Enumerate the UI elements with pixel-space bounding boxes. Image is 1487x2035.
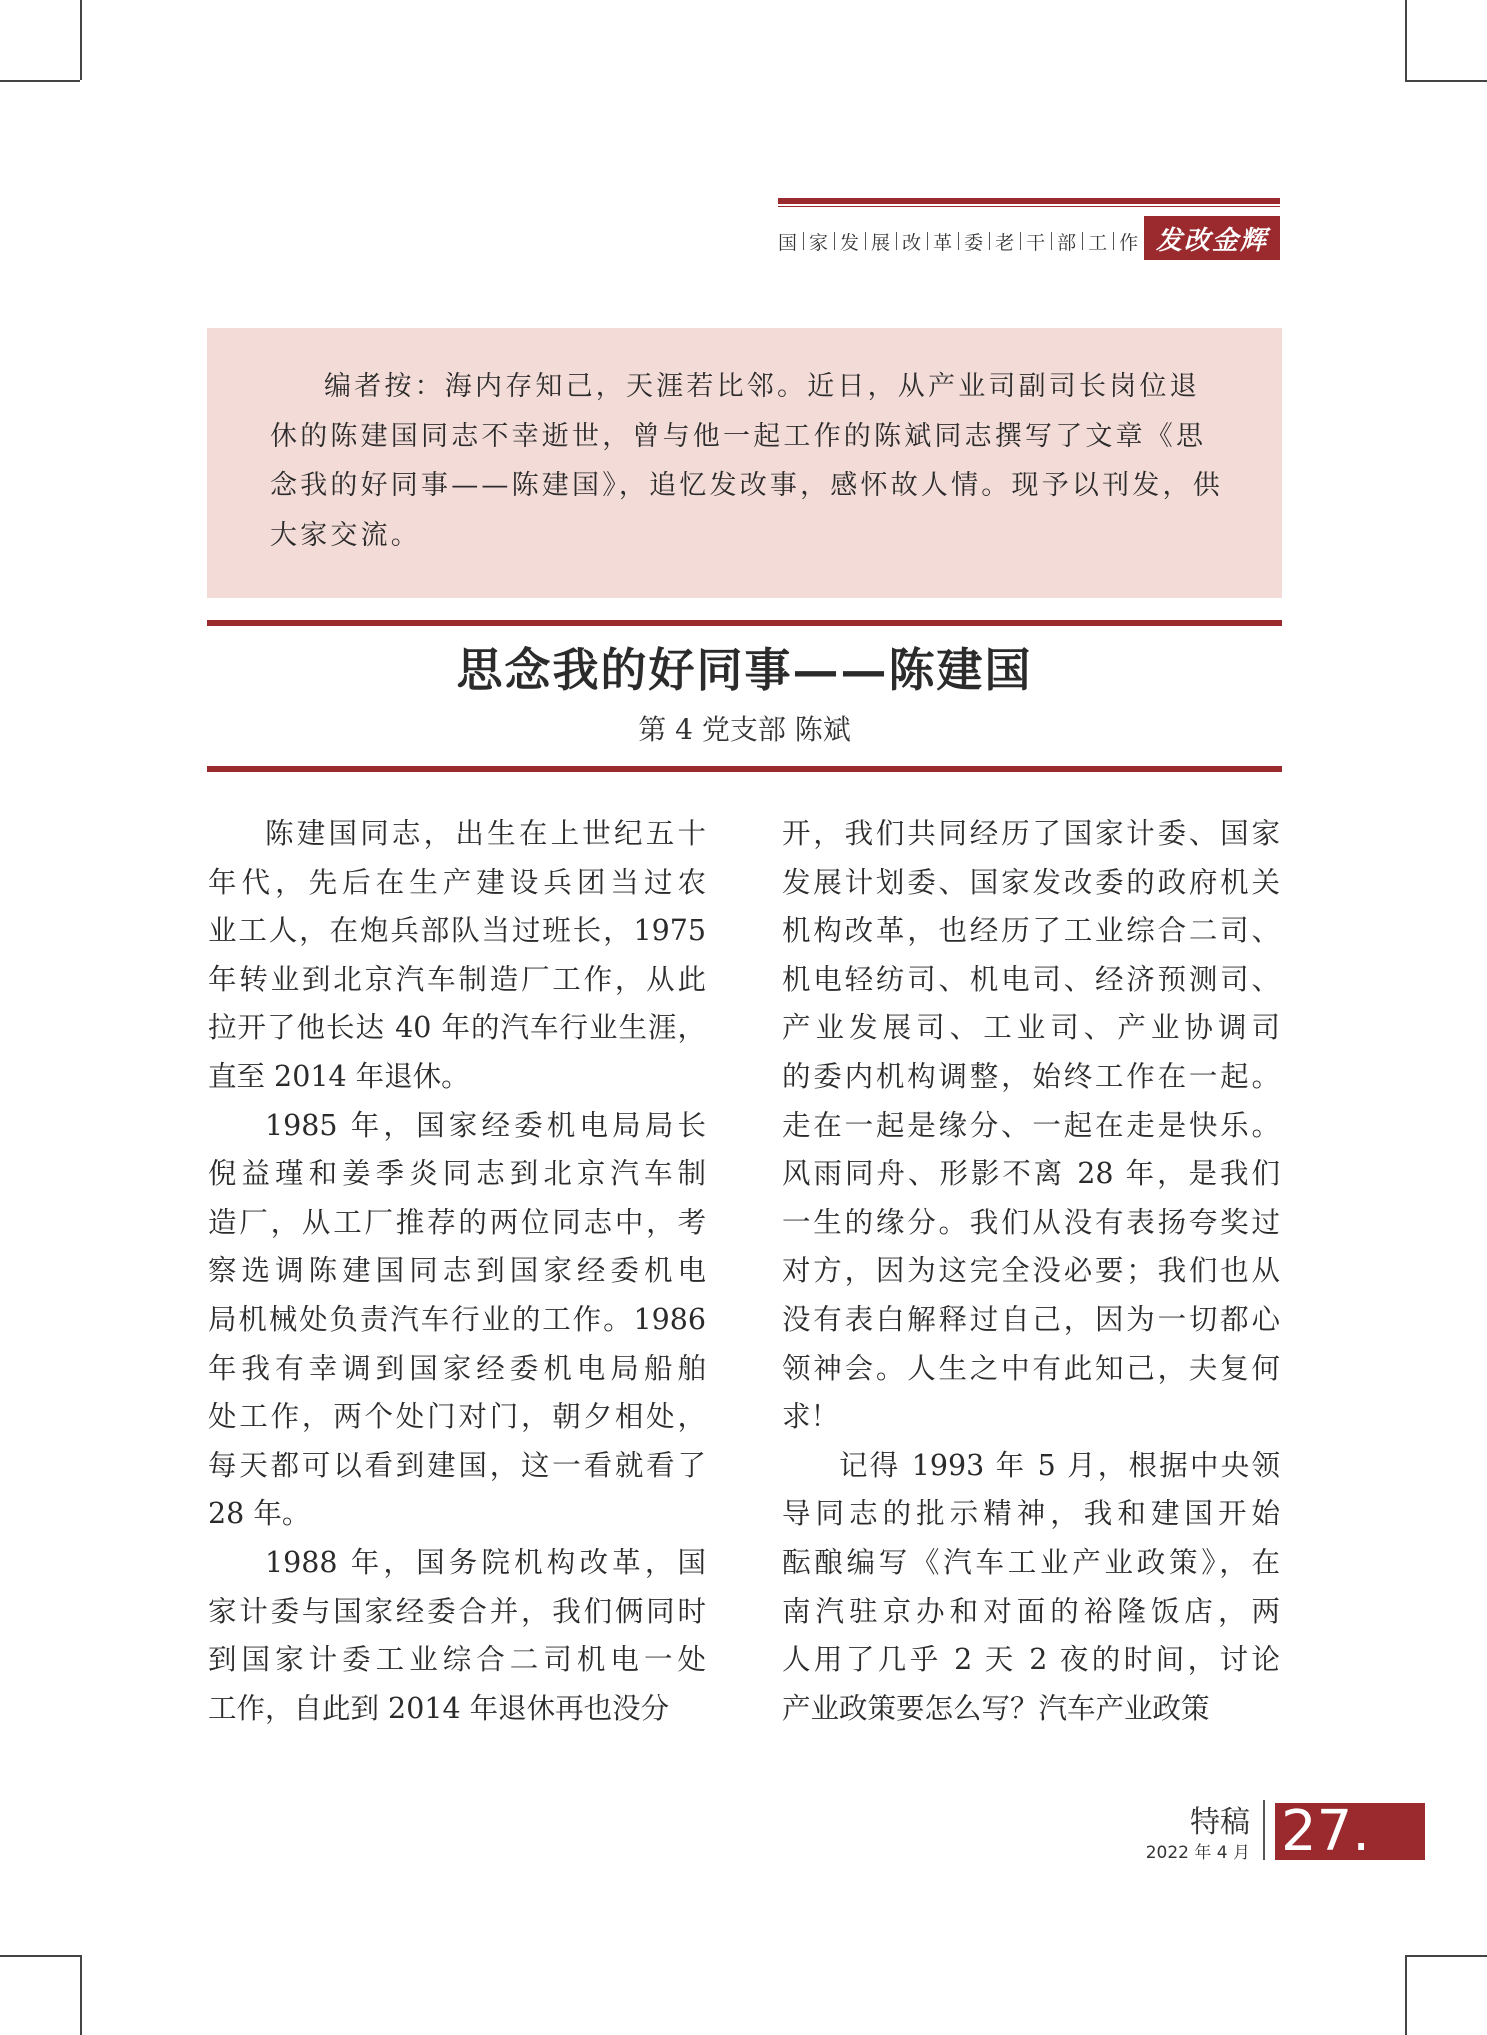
article-line: 开，我们共同经历了国家计委、国家 [782, 817, 1280, 850]
header-separator [1082, 232, 1083, 250]
article-line: 发展计划委、国家发改委的政府机关 [782, 865, 1280, 899]
article-line: 对方，因为这完全没必要；我们也从 [782, 1254, 1280, 1288]
article-paragraph [208, 1539, 706, 1733]
article-line: 局机械处负责汽车行业的工作。1986 [208, 1302, 706, 1336]
header-char: 作 [1119, 231, 1140, 254]
article-line: 倪益瑾和姜季炎同志到北京汽车制 [208, 1157, 706, 1191]
article-line: 陈建国同志，出生在上世纪五十 [265, 817, 706, 850]
header-char: 国 [778, 231, 799, 254]
crop-mark-tl-v2 [80, 0, 82, 62]
article-line: 南汽驻京办和对面的裕隆饭店，两 [782, 1594, 1280, 1628]
article-line: 28 年。 [208, 1497, 311, 1531]
brand-logo: 发改金辉 [1144, 216, 1280, 260]
article-line: 没有表白解释过自己，因为一切都心 [782, 1302, 1280, 1336]
article-line: 求！ [782, 1400, 840, 1434]
article-title: 思念我的好同事——陈建国 [456, 643, 1033, 697]
header-separator [834, 232, 835, 250]
article-line: 人用了几乎 2 天 2 夜的时间，讨论 [782, 1643, 1280, 1677]
article-column-right [782, 810, 1280, 1733]
header-separator [865, 232, 866, 250]
header-char: 展 [871, 231, 892, 254]
crop-mark-tr-v [1405, 0, 1407, 80]
article-paragraph [208, 1102, 706, 1539]
header-char: 部 [1057, 231, 1078, 254]
header-rule [778, 198, 1280, 204]
article-line: 年转业到北京汽车制造厂工作，从此 [208, 962, 706, 996]
article-line: 处工作，两个处门对门，朝夕相处， [208, 1400, 706, 1434]
header-separator [989, 232, 990, 250]
article-column-left [208, 810, 706, 1733]
article-line: 每天都可以看到建国，这一看就看了 [208, 1448, 706, 1482]
header-rule-thin [778, 206, 1280, 207]
header-char: 干 [1026, 231, 1047, 254]
header-org-name [778, 226, 1139, 256]
title-rule-top [207, 620, 1282, 626]
article-line: 1985 年，国家经委机电局局长 [265, 1108, 706, 1142]
article-line: 家计委与国家经委合并，我们俩同时 [208, 1594, 706, 1628]
article-line: 一生的缘分。我们从没有表扬夸奖过 [782, 1205, 1280, 1239]
header-char: 老 [995, 231, 1016, 254]
article-line: 机电轻纺司、机电司、经济预测司、 [782, 962, 1280, 996]
header-char: 改 [902, 231, 923, 254]
crop-mark-tl-h [0, 80, 80, 82]
header-separator [803, 232, 804, 250]
footer-divider [1263, 1800, 1265, 1860]
crop-mark-br-h [1405, 1955, 1487, 1957]
article-byline: 第 4 党支部 陈斌 [638, 713, 851, 746]
footer-issue-date: 2022 年 4 月 [1145, 1843, 1250, 1863]
article-line: 拉开了他长达 40 年的汽车行业生涯， [208, 1011, 706, 1045]
article-line: 走在一起是缘分、一起在走是快乐。 [782, 1108, 1280, 1142]
article-line: 风雨同舟、形影不离 28 年，是我们 [782, 1157, 1280, 1191]
header-separator [1113, 232, 1114, 250]
article-line: 酝酿编写《汽车工业产业政策》，在 [782, 1545, 1280, 1579]
header-separator [896, 232, 897, 250]
article-line: 年代，先后在生产建设兵团当过农 [208, 865, 706, 899]
header-separator [1051, 232, 1052, 250]
article-line: 导同志的批示精神，我和建国开始 [782, 1497, 1280, 1531]
article-line: 直至 2014 年退休。 [208, 1059, 470, 1093]
article-line: 年我有幸调到国家经委机电局船舶 [208, 1351, 706, 1385]
footer-section-label: 特稿 [1190, 1805, 1250, 1840]
header-char: 工 [1088, 231, 1109, 254]
article-paragraph [782, 810, 1280, 1442]
article-line: 产业政策要怎么写？汽车产业政策 [782, 1691, 1210, 1725]
crop-mark-br-v [1405, 1955, 1407, 2035]
article-line: 的委内机构调整，始终工作在一起。 [782, 1059, 1280, 1093]
title-rule-bottom [207, 766, 1282, 772]
article-line: 造厂，从工厂推荐的两位同志中，考 [208, 1205, 706, 1239]
article-paragraph [208, 810, 706, 1102]
header-char: 家 [809, 231, 830, 254]
article-line: 工作，自此到 2014 年退休再也没分 [208, 1691, 670, 1725]
header-separator [958, 232, 959, 250]
header-char: 委 [964, 231, 985, 254]
header-separator [1020, 232, 1021, 250]
header-separator [927, 232, 928, 250]
article-line: 察选调陈建国同志到国家经委机电 [208, 1254, 706, 1288]
crop-mark-bl-h [0, 1955, 80, 1957]
editor-note-text: 编者按：海内存知己，天涯若比邻。近日，从产业司副司长岗位退休的陈建国同志不幸逝世，曾与他一起工作的陈斌同志撰写了文章《思念我的好同事——陈建国》，追忆发改事，感怀故人情。现予以刊发，供大家交流。 [270, 371, 1223, 551]
header-char: 发 [840, 231, 861, 254]
crop-mark-bl-v [80, 1955, 82, 2035]
article-line: 记得 1993 年 5 月，根据中央领 [839, 1448, 1280, 1482]
editor-note-box [207, 328, 1282, 598]
page-number: 27. [1275, 1803, 1425, 1860]
article-line: 领神会。人生之中有此知己，夫复何 [782, 1351, 1280, 1385]
article-line: 1988 年，国务院机构改革，国 [265, 1545, 706, 1579]
header-char: 革 [933, 231, 954, 254]
crop-mark-tr-h [1405, 80, 1487, 82]
article-line: 业工人，在炮兵部队当过班长，1975 [208, 914, 706, 948]
article-paragraph [782, 1442, 1280, 1734]
article-line: 机构改革，也经历了工业综合二司、 [782, 914, 1280, 948]
article-line: 到国家计委工业综合二司机电一处 [208, 1643, 706, 1677]
article-line: 产业发展司、工业司、产业协调司 [782, 1011, 1280, 1045]
